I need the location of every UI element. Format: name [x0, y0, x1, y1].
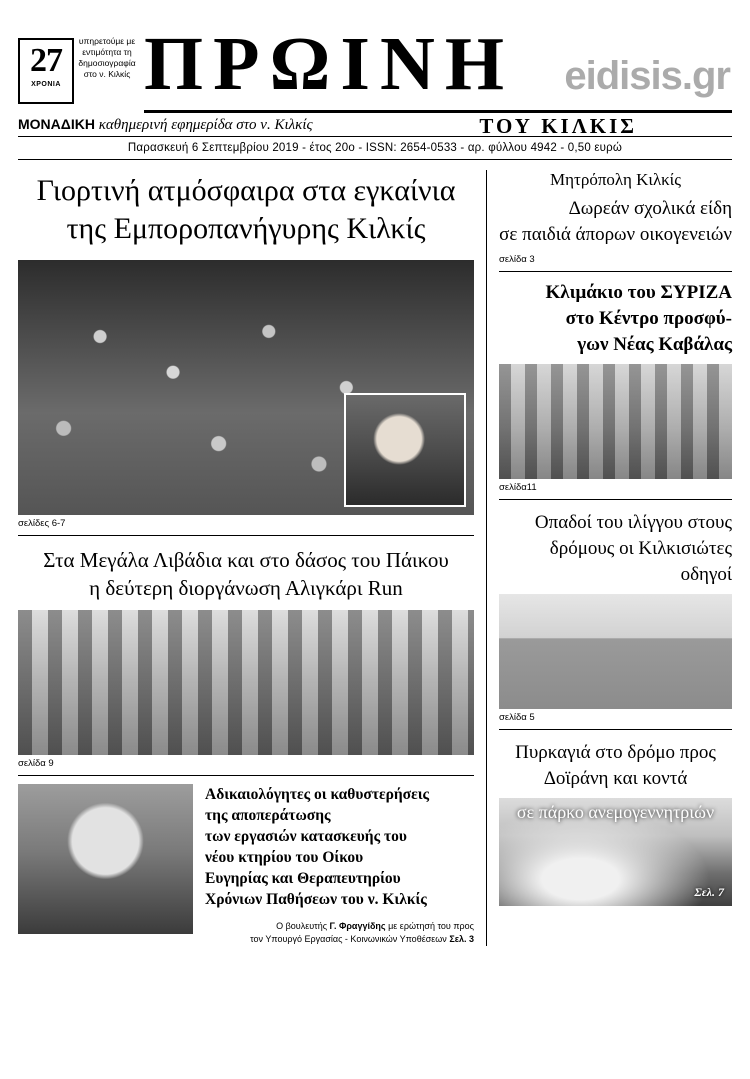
right-story-2-line3: γων Νέας Καβάλας: [577, 334, 732, 355]
bottom-left-line2: της αποπεράτωσης: [205, 807, 331, 824]
second-photo: [18, 610, 474, 755]
second-headline: [18, 546, 474, 602]
lead-headline-line1: Γιορτινή ατμόσφαιρα στα εγκαίνια: [36, 174, 456, 207]
masthead: [18, 18, 732, 138]
byline-post: με ερώτησή του προς: [385, 921, 474, 931]
right-story-3-line2: δρόμους οι Κιλκισιώτες οδηγοί: [549, 538, 732, 585]
bottom-left-byline: [205, 920, 474, 946]
right-story-3-line1: Οπαδοί του ιλίγγου στους: [534, 512, 732, 533]
masthead-title-wrap: [144, 24, 732, 110]
bottom-left-photo-wrap: [18, 784, 193, 946]
bottom-left-line4: νέου κτηρίου του Οίκου: [205, 849, 364, 866]
right-kicker: Μητρόπολη Κιλκίς: [550, 170, 681, 189]
right-story-3-caption: σελίδα 5: [499, 712, 535, 723]
lead-headline: [18, 172, 474, 248]
right-story-1-line2: σε παιδιά άπορων οικογενειών: [499, 224, 732, 245]
second-photo-caption: σελίδα 9: [18, 758, 54, 769]
right-divider-3: [499, 729, 732, 730]
lead-headline-line2: της Εμποροπανήγυρης Κιλκίς: [66, 212, 426, 245]
dateline-rule-bottom: [18, 159, 732, 160]
second-headline-line2: η δεύτερη διοργάνωση Αλιγκάρι Run: [89, 576, 403, 600]
right-divider-2: [499, 499, 732, 500]
bottom-left-line1: Αδικαιολόγητες οι καθυστερήσεις: [205, 786, 430, 803]
right-story-4-photo: [499, 798, 732, 906]
second-headline-line1: Στα Μεγάλα Λιβάδια και στο δάσος του Πάικου: [43, 548, 449, 572]
right-story-1-line1: Δωρεάν σχολικά είδη: [568, 198, 732, 219]
right-story-4-headline: [499, 740, 732, 792]
anniversary-number: 27: [30, 42, 62, 79]
right-story-4-line1: Πυρκαγιά στο δρόμο προς: [515, 742, 716, 763]
newspaper-title: ΠΡΩΙΝΗ: [144, 22, 514, 106]
masthead-tagline-rest: καθημερινή εφημερίδα στο ν. Κιλκίς: [94, 117, 313, 133]
anniversary-word: ΧΡΟΝΙΑ: [31, 81, 61, 88]
right-story-1-headline: [499, 196, 732, 248]
column-divider: [486, 170, 487, 946]
byline-page-ref: Σελ. 3: [449, 934, 474, 944]
right-divider-1: [499, 271, 732, 272]
masthead-rule: [144, 110, 732, 113]
left-column: [18, 170, 486, 946]
byline-pre: Ο βουλευτής: [276, 921, 330, 931]
right-story-2-photo: [499, 364, 732, 479]
bottom-left-text: [205, 784, 474, 946]
left-divider-1: [18, 535, 474, 536]
right-story-2-line2: στο Κέντρο προσφύ-: [565, 308, 732, 329]
dateline: Παρασκευή 6 Σεπτεμβρίου 2019 - έτος 20ο - ISSN: 2654-0533 - αρ. φύλλου 4942 - 0,50 ευρώ: [127, 142, 623, 154]
bottom-left-photo: [18, 784, 193, 934]
bottom-left-story: [18, 784, 474, 946]
bottom-left-line5: Ευγηρίας και Θεραπευτηρίου: [205, 870, 401, 887]
right-story-1-caption: σελίδα 3: [499, 254, 535, 265]
right-story-3-headline: [499, 510, 732, 588]
byline-ministry: τον Υπουργό Εργασίας - Κοινωνικών Υποθέσεων: [250, 934, 450, 944]
right-column: [499, 170, 732, 946]
lead-photo-caption: σελίδες 6-7: [18, 518, 66, 529]
lead-photo-inset-portrait: [344, 393, 466, 507]
content-columns: [18, 170, 732, 946]
anniversary-badge: [18, 38, 74, 104]
masthead-tagline-bold: ΜΟΝΑΔΙΚΗ: [18, 116, 95, 132]
right-story-4-page-ref: Σελ. 7: [694, 885, 724, 899]
lead-photo: [18, 260, 474, 515]
website-watermark: eidisis.gr: [564, 54, 730, 98]
masthead-subtitle: ΤΟΥ ΚΙΛΚΙΣ: [479, 114, 637, 138]
bottom-left-paragraph: [205, 784, 474, 910]
right-story-2-line1: Κλιμάκιο του ΣΥΡΙΖΑ: [545, 282, 732, 303]
right-story-3-photo: [499, 594, 732, 709]
left-divider-2: [18, 775, 474, 776]
right-story-4-line2: Δοϊράνη και κοντά: [543, 768, 688, 789]
right-story-4-overlay-line3: σε πάρκο ανεμογεννητριών: [516, 802, 715, 822]
masthead-tagline: [18, 116, 313, 134]
bottom-left-line3: των εργασιών κατασκευής του: [205, 828, 407, 845]
right-story-2-headline: [499, 280, 732, 358]
byline-mp-name: Γ. Φραγγίδης: [329, 921, 386, 931]
right-story-2-caption: σελίδα11: [499, 482, 537, 493]
bottom-left-line6: Χρόνιων Παθήσεων του ν. Κιλκίς: [205, 891, 427, 908]
masthead-mission-statement: υπηρετούμε με εντιμότητα τη δημοσιογραφία στο ν. Κιλκίς: [78, 36, 136, 79]
